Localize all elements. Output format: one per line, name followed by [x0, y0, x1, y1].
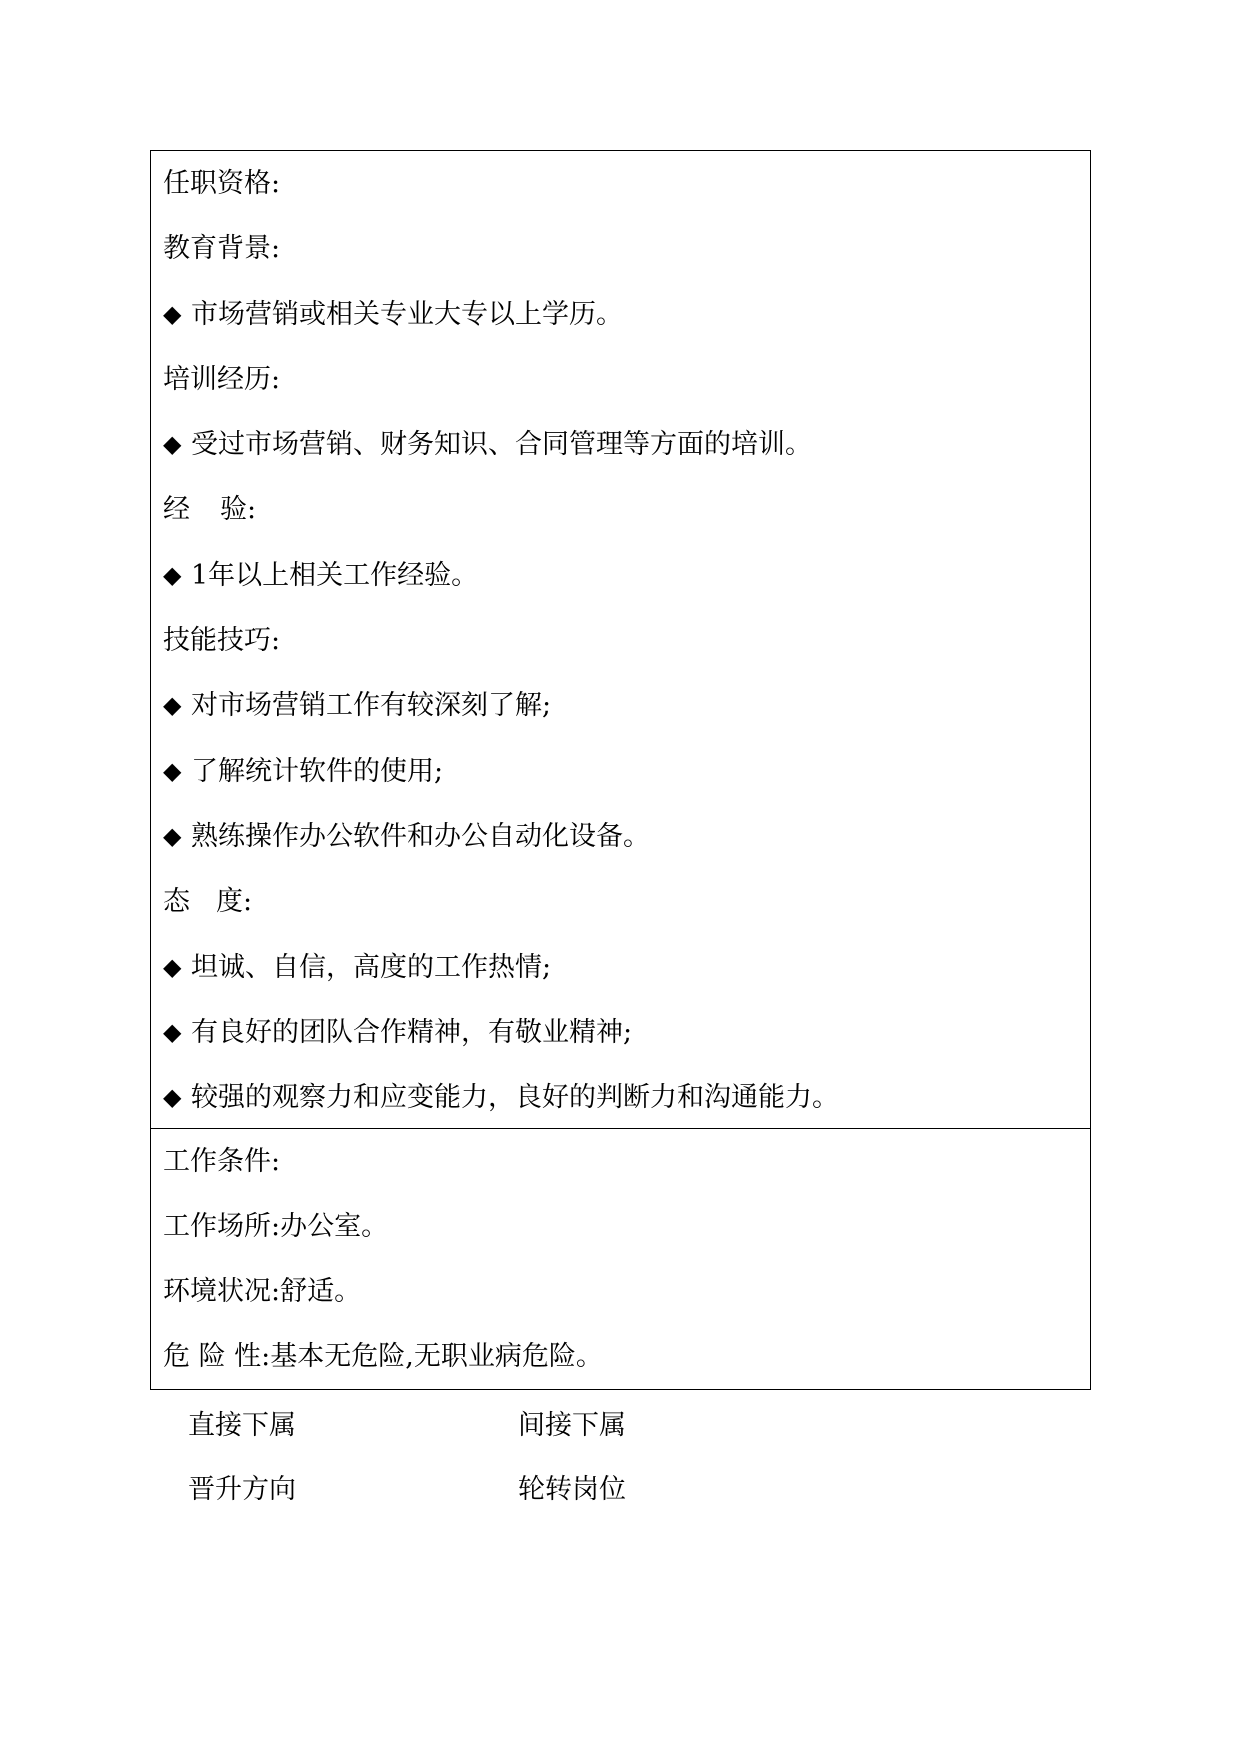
hazard-line: 危 险 性:基本无危险,无职业病危险。: [163, 1341, 603, 1372]
experience-item: ◆ 1年以上相关工作经验。: [163, 543, 1078, 608]
job-description-table: [150, 150, 1091, 1390]
diamond-bullet-icon: ◆: [163, 952, 182, 981]
workplace-line: 工作场所:办公室。: [163, 1211, 389, 1242]
training-item: ◆ 受过市场营销、财务知识、合同管理等方面的培训。: [163, 412, 1078, 477]
attitude-item: ◆ 坦诚、自信，高度的工作热情;: [163, 935, 1078, 1000]
indirect-subordinates-label: 间接下属: [518, 1410, 626, 1441]
qualifications-heading: 任职资格:: [163, 168, 281, 199]
skills-item: ◆ 了解统计软件的使用;: [163, 739, 1078, 804]
footer-row-career: [188, 1470, 626, 1510]
diamond-bullet-icon: ◆: [163, 691, 182, 720]
training-label: 培训经历:: [163, 363, 281, 395]
attitude-item: ◆ 有良好的团队合作精神，有敬业精神;: [163, 1000, 1078, 1065]
skills-label: 技能技巧:: [163, 625, 281, 657]
diamond-bullet-icon: ◆: [163, 560, 182, 589]
diamond-bullet-icon: ◆: [163, 1083, 182, 1112]
promotion-path-label: 晋升方向: [188, 1474, 296, 1505]
attitude-label: 态 度:: [163, 886, 253, 918]
qualifications-cell: [151, 151, 1090, 1129]
skills-item: ◆ 对市场营销工作有较深刻了解;: [163, 673, 1078, 738]
diamond-bullet-icon: ◆: [163, 1017, 182, 1046]
work-conditions-cell: [151, 1129, 1090, 1389]
skills-item: ◆ 熟练操作办公软件和办公自动化设备。: [163, 804, 1078, 869]
direct-subordinates-label: 直接下属: [188, 1410, 296, 1441]
rotation-positions-label: 轮转岗位: [518, 1474, 626, 1505]
diamond-bullet-icon: ◆: [163, 430, 182, 459]
footer-row-subordinates: [188, 1406, 626, 1446]
environment-line: 环境状况:舒适。: [163, 1276, 362, 1307]
education-item: ◆ 市场营销或相关专业大专以上学历。: [163, 282, 1078, 347]
conditions-heading: 工作条件:: [163, 1146, 281, 1177]
education-label: 教育背景:: [163, 233, 281, 265]
diamond-bullet-icon: ◆: [163, 299, 182, 328]
experience-label: 经 验:: [163, 494, 257, 526]
attitude-item: ◆ 较强的观察力和应变能力，良好的判断力和沟通能力。: [163, 1065, 1078, 1130]
diamond-bullet-icon: ◆: [163, 756, 182, 785]
diamond-bullet-icon: ◆: [163, 821, 182, 850]
